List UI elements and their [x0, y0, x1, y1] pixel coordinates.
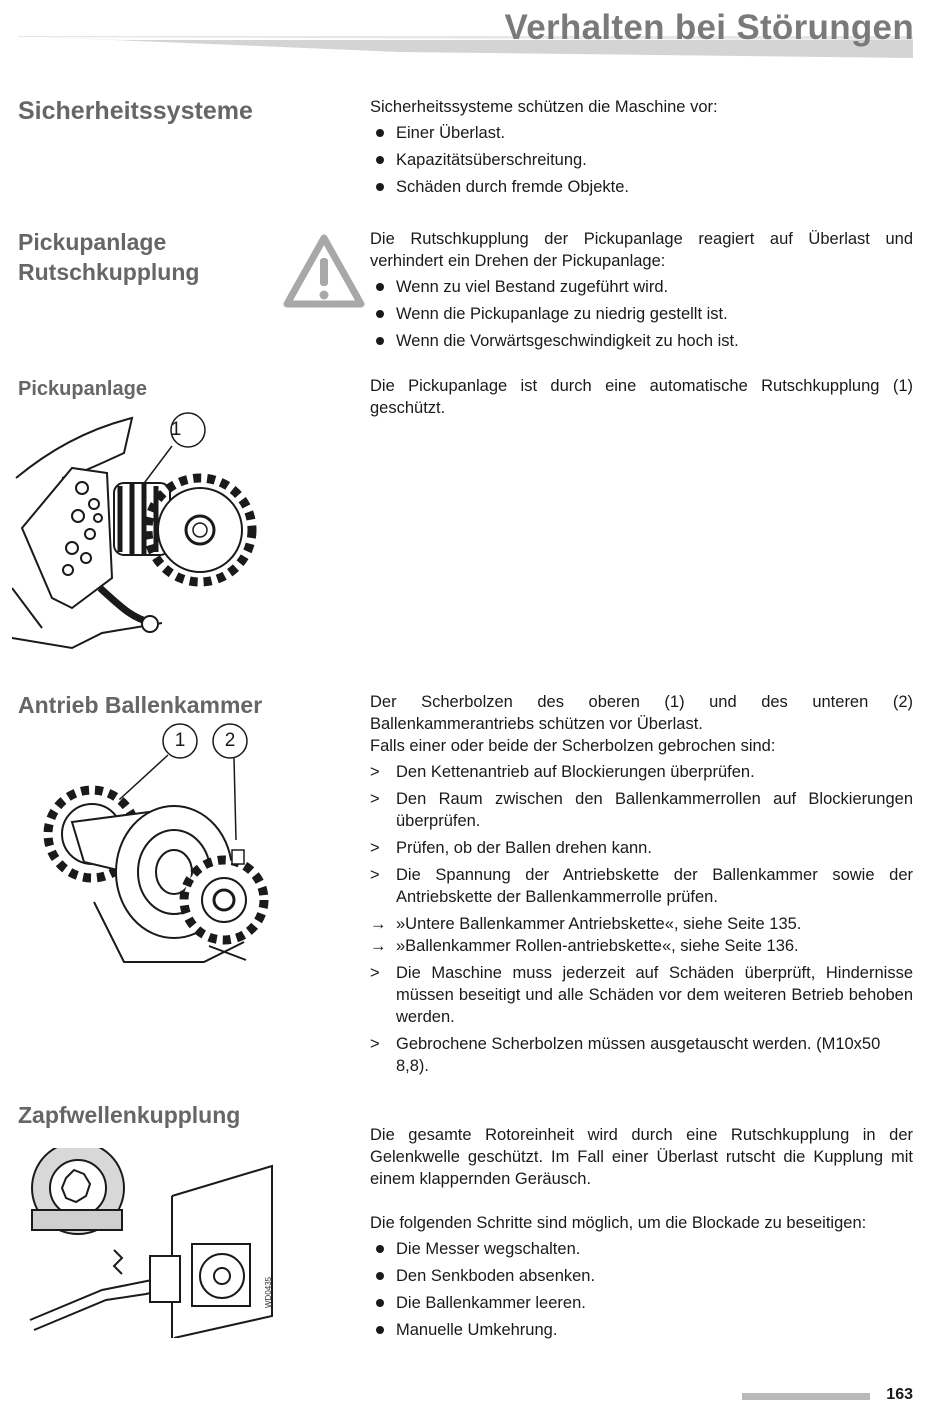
antrieb-text-block — [370, 691, 913, 1082]
antrieb-steps-a — [370, 761, 913, 908]
step-text: Prüfen, ob der Ballen drehen kann. — [396, 839, 652, 857]
warning-triangle-icon — [283, 234, 365, 308]
page-title: Verhalten bei Störungen — [504, 8, 914, 47]
list-item: Den Senkboden absenken. — [370, 1265, 913, 1287]
zapfwelle-bullet-list — [370, 1238, 913, 1341]
step-text: Gebrochene Scherbolzen müssen ausgetauscht werden. (M10x50 8,8). — [396, 1035, 881, 1075]
pto-clutch-illustration — [22, 1148, 282, 1338]
step-marker: > — [370, 790, 380, 808]
list-item — [370, 788, 913, 832]
reference-text: »Untere Ballenkammer Antriebskette«, siehe Seite 135. — [396, 915, 802, 933]
callout-label-2: 2 — [224, 730, 236, 751]
section-heading-pickupanlage: Pickupanlage — [18, 378, 147, 400]
zapfwelle-text-block — [370, 1124, 913, 1346]
step-marker: > — [370, 763, 380, 781]
list-item: Wenn die Pickupanlage zu niedrig gestellt ist. — [370, 303, 913, 325]
sicherheit-text-block — [370, 96, 913, 203]
step-marker: > — [370, 964, 380, 982]
list-item: Manuelle Umkehrung. — [370, 1319, 913, 1341]
section-heading-zapfwellenkupplung: Zapfwellenkupplung — [18, 1102, 241, 1128]
zapfwelle-text-1: Die gesamte Rotoreinheit wird durch eine Rutschkupplung in der Gelenkwelle geschützt. Im Fall einer Überlast rutscht die Kupplung mit einem klappernden Geräusch. — [370, 1126, 913, 1188]
reference-text: »Ballenkammer Rollen-antriebskette«, siehe Seite 136. — [396, 937, 799, 955]
list-item — [370, 962, 913, 1028]
list-item — [370, 837, 913, 859]
section-heading-antrieb-ballenkammer: Antrieb Ballenkammer — [18, 692, 263, 718]
page-number: 163 — [886, 1386, 913, 1403]
list-item: Wenn die Vorwärtsgeschwindigkeit zu hoch ist. — [370, 330, 913, 352]
chamber-drive-illustration — [14, 722, 276, 970]
list-item — [370, 761, 913, 783]
step-marker: > — [370, 1035, 380, 1053]
heading-line-1: Pickupanlage — [18, 229, 167, 255]
sicherheit-intro: Sicherheitssysteme schützen die Maschine vor: — [370, 98, 718, 116]
list-item: Einer Überlast. — [370, 122, 913, 144]
arrow-right-icon: → — [370, 915, 387, 933]
list-item: Die Messer wegschalten. — [370, 1238, 913, 1260]
pickupanlage-text-block — [370, 375, 913, 419]
antrieb-steps-b — [370, 962, 913, 1077]
list-item: Schäden durch fremde Objekte. — [370, 176, 913, 198]
list-item — [370, 864, 913, 908]
section-heading-sicherheitssysteme: Sicherheitssysteme — [18, 97, 253, 125]
figure-code: WD0435 — [264, 1276, 273, 1308]
callout-label-1: 1 — [170, 419, 182, 440]
heading-line-2: Rutschkupplung — [18, 259, 200, 285]
pickup-rutsch-text-block — [370, 228, 913, 357]
pickup-rutsch-bullet-list — [370, 276, 913, 352]
arrow-right-icon: → — [370, 937, 387, 955]
list-item: Kapazitätsüberschreitung. — [370, 149, 913, 171]
zapfwelle-text-2: Die folgenden Schritte sind möglich, um die Blockade zu beseitigen: — [370, 1214, 867, 1232]
step-marker: > — [370, 866, 380, 884]
step-text: Die Spannung der Antriebskette der Ballenkammer sowie der Antriebskette der Ballenkammerrolle prüfen. — [396, 866, 913, 906]
footer-bar — [742, 1393, 870, 1400]
list-item: Wenn zu viel Bestand zugeführt wird. — [370, 276, 913, 298]
callout-label-1: 1 — [174, 730, 186, 751]
section-heading-pickup-rutschkupplung — [18, 227, 199, 287]
cross-reference[interactable] — [370, 935, 913, 957]
pickup-rutsch-intro: Die Rutschkupplung der Pickupanlage reagiert auf Überlast und verhindert ein Drehen der Pickupanlage: — [370, 230, 913, 270]
pickupanlage-text: Die Pickupanlage ist durch eine automatische Rutschkupplung (1) geschützt. — [370, 377, 913, 417]
step-text: Den Raum zwischen den Ballenkammerrollen auf Blockierungen überprüfen. — [396, 790, 913, 830]
list-item — [370, 1033, 913, 1077]
antrieb-intro-2: Falls einer oder beide der Scherbolzen gebrochen sind: — [370, 737, 776, 755]
step-text: Die Maschine muss jederzeit auf Schäden überprüft, Hindernisse müssen beseitigt und alle Schäden vor dem weiteren Betrieb behoben werden. — [396, 964, 913, 1026]
pickup-clutch-illustration — [12, 408, 272, 660]
cross-reference[interactable] — [370, 913, 913, 935]
list-item: Die Ballenkammer leeren. — [370, 1292, 913, 1314]
sicherheit-bullet-list — [370, 122, 913, 198]
step-marker: > — [370, 839, 380, 857]
step-text: Den Kettenantrieb auf Blockierungen überprüfen. — [396, 763, 755, 781]
antrieb-intro: Der Scherbolzen des oberen (1) und des unteren (2) Ballenkammerantriebs schützen vor Überlast. — [370, 693, 913, 733]
